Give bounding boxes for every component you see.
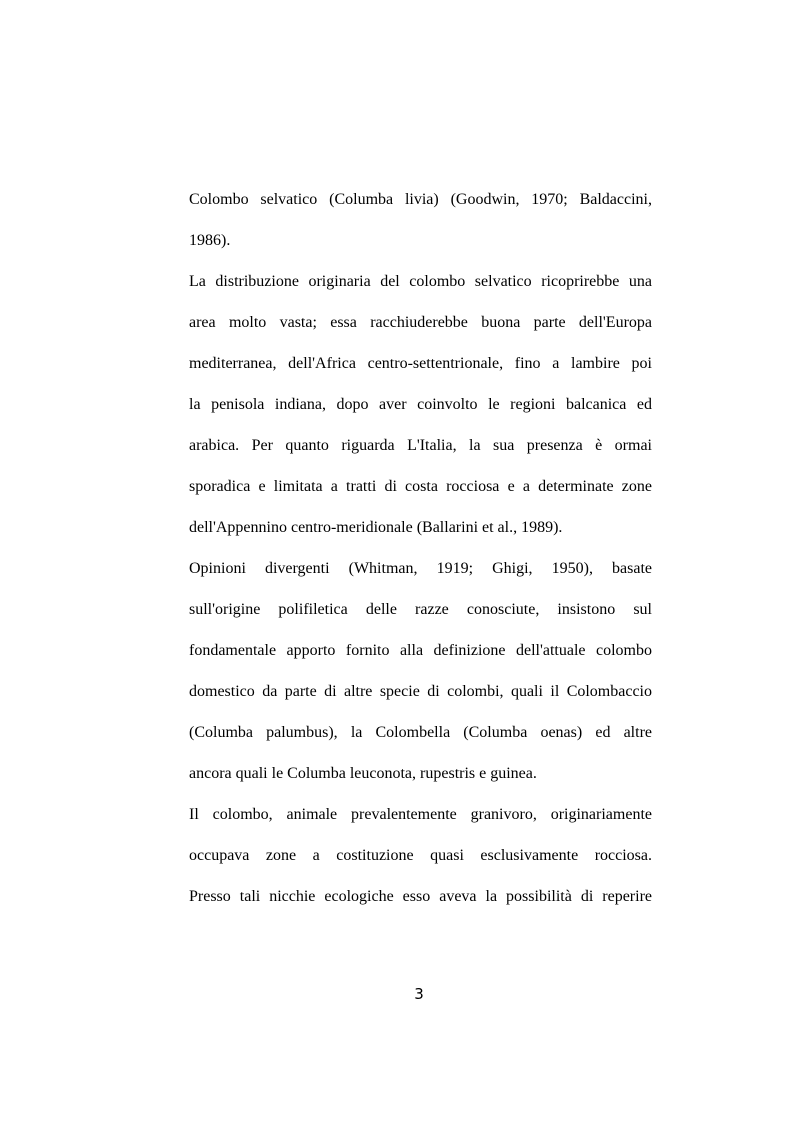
text-line: domestico da parte di altre specie di colombi, quali il Colombaccio bbox=[189, 683, 652, 700]
text-line: area molto vasta; essa racchiuderebbe buona parte dell'Europa bbox=[189, 314, 652, 331]
text-line: occupava zone a costituzione quasi esclusivamente rocciosa. bbox=[189, 847, 652, 864]
text-line: 1986). bbox=[189, 232, 231, 249]
text-line: Presso tali nicchie ecologiche esso aveva la possibilità di reperire bbox=[189, 888, 652, 905]
text-line: sull'origine polifiletica delle razze conosciute, insistono sul bbox=[189, 601, 652, 618]
text-line: (Columba palumbus), la Colombella (Columba oenas) ed altre bbox=[189, 724, 652, 741]
page-number: 3 bbox=[414, 985, 424, 1003]
text-line: la penisola indiana, dopo aver coinvolto le regioni balcanica ed bbox=[189, 396, 652, 413]
text-line: La distribuzione originaria del colombo selvatico ricoprirebbe una bbox=[189, 273, 652, 290]
text-line: ancora quali le Columba leuconota, rupestris e guinea. bbox=[189, 765, 537, 782]
text-line: mediterranea, dell'Africa centro-settentrionale, fino a lambire poi bbox=[189, 355, 652, 372]
text-line: sporadica e limitata a tratti di costa rocciosa e a determinate zone bbox=[189, 478, 652, 495]
text-line: Il colombo, animale prevalentemente granivoro, originariamente bbox=[189, 806, 652, 823]
text-line: arabica. Per quanto riguarda L'Italia, la sua presenza è ormai bbox=[189, 437, 652, 454]
text-line: Colombo selvatico (Columba livia) (Goodwin, 1970; Baldaccini, bbox=[189, 191, 652, 208]
text-line: Opinioni divergenti (Whitman, 1919; Ghigi, 1950), basate bbox=[189, 560, 652, 577]
body-text bbox=[189, 186, 652, 924]
text-line: dell'Appennino centro-meridionale (Ballarini et al., 1989). bbox=[189, 519, 563, 536]
text-line: fondamentale apporto fornito alla definizione dell'attuale colombo bbox=[189, 642, 652, 659]
